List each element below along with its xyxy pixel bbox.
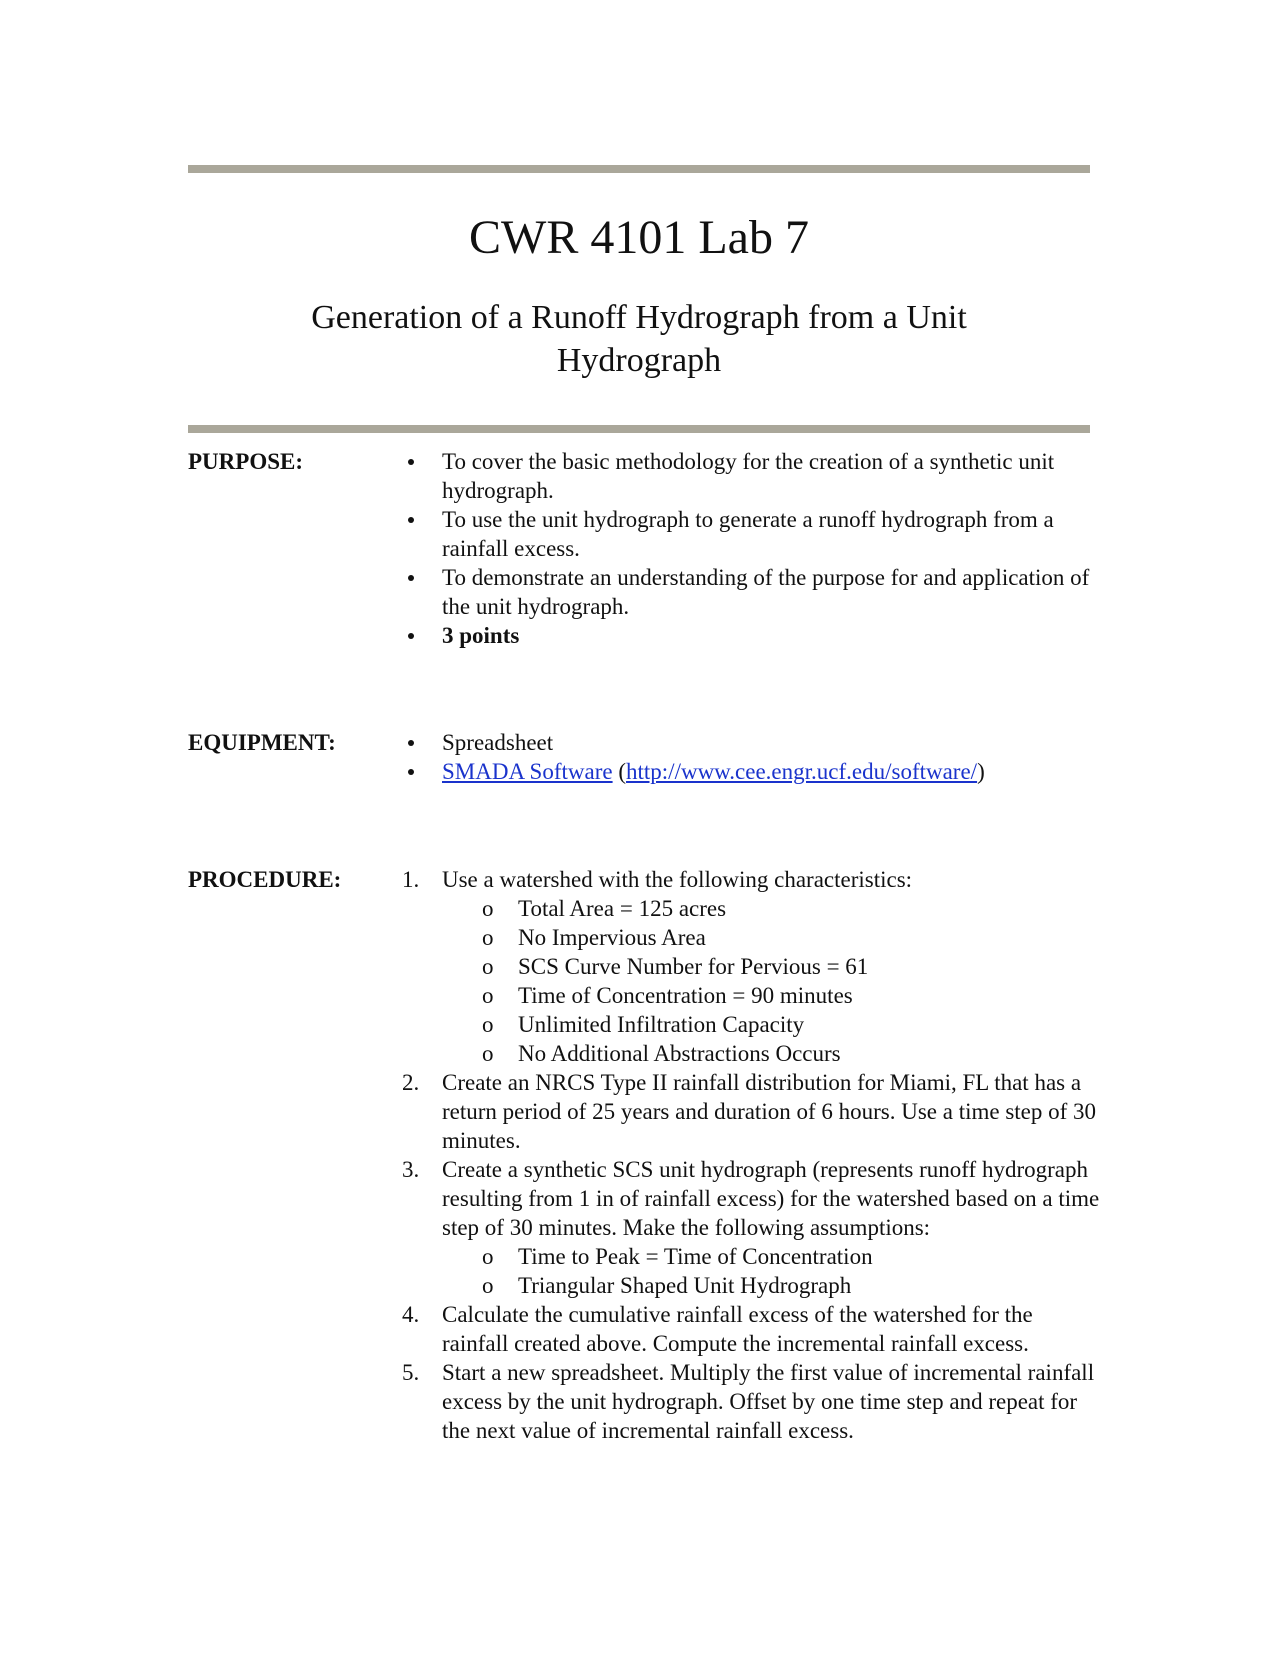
software-url-link[interactable]: http://www.cee.engr.ucf.edu/software/: [626, 759, 978, 784]
procedure-label: PROCEDURE:: [188, 867, 342, 892]
list-item: Spreadsheet: [400, 728, 1100, 757]
circle-bullet-icon: o: [482, 1012, 494, 1037]
sub-item: o No Additional Abstractions Occurs: [482, 1041, 841, 1066]
sub-item: o SCS Curve Number for Pervious = 61: [482, 954, 869, 979]
circle-bullet-icon: o: [482, 954, 494, 979]
bullet-icon: [408, 769, 414, 775]
circle-bullet-icon: o: [482, 896, 494, 921]
circle-bullet-icon: o: [482, 1041, 494, 1066]
sub-list: [442, 894, 1100, 1068]
list-item: To use the unit hydrograph to generate a runoff hydrograph from a rainfall excess.: [400, 505, 1100, 563]
page-subtitle: [188, 296, 1090, 382]
list-item: SMADA Software (http://www.cee.engr.ucf.edu/software/): [400, 757, 1100, 786]
circle-bullet-icon: o: [482, 1244, 494, 1269]
sub-item: o Total Area = 125 acres: [482, 896, 727, 921]
sub-item: o Time of Concentration = 90 minutes: [482, 983, 853, 1008]
procedure-step: 5. Start a new spreadsheet. Multiply the first value of incremental rainfall excess by the unit hydrograph. Offset by one time step and repeat for the next value of incremental rainfall excess.: [402, 1360, 1095, 1443]
sub-item: o Triangular Shaped Unit Hydrograph: [482, 1273, 852, 1298]
list-item: To cover the basic methodology for the creation of a synthetic unit hydrograph.: [400, 447, 1100, 505]
step-number: 2.: [402, 1070, 420, 1095]
procedure-step: 1. Use a watershed with the following characteristics: o Total Area = 125 acres o No Impervious Area o SCS Curve Number for Pervious = 61 o Time of Concentration = 90 minutes o Unlimited Infiltration Capacity o No Additional Abstractions Occurs: [400, 865, 1100, 1068]
bullet-icon: [408, 633, 414, 639]
circle-bullet-icon: o: [482, 983, 494, 1008]
sub-item: o No Impervious Area: [482, 925, 706, 950]
purpose-list: [400, 447, 1100, 650]
step-number: 4.: [402, 1302, 420, 1327]
sub-item: o Unlimited Infiltration Capacity: [482, 1012, 805, 1037]
procedure-step: 3. Create a synthetic SCS unit hydrograph (represents runoff hydrograph resulting from 1 in of rainfall excess) for the watershed based on a time step of 30 minutes. Make the following assumptions: o Time to Peak = Time of Concentration o Triangular Shaped Unit Hydrograph: [402, 1157, 1100, 1298]
purpose-label: PURPOSE:: [188, 449, 303, 474]
top-divider: [188, 165, 1090, 173]
procedure-step: 2. Create an NRCS Type II rainfall distribution for Miami, FL that has a return period of 25 years and duration of 6 hours. Use a time step of 30 minutes.: [402, 1070, 1097, 1153]
list-item: To demonstrate an understanding of the purpose for and application of the unit hydrograph.: [400, 563, 1100, 621]
bullet-icon: [408, 575, 414, 581]
sub-list: [442, 1242, 1100, 1300]
subtitle-line-2: Hydrograph: [556, 342, 722, 379]
bottom-divider: [188, 425, 1090, 433]
equipment-label: EQUIPMENT:: [188, 730, 336, 755]
circle-bullet-icon: o: [482, 925, 494, 950]
bullet-icon: [408, 459, 414, 465]
step-number: 5.: [402, 1360, 420, 1385]
equipment-list: [400, 728, 1100, 786]
points-value: 3 points: [442, 623, 520, 648]
procedure-list: [400, 865, 1100, 1445]
subtitle-line-1: Generation of a Runoff Hydrograph from a Unit: [311, 299, 967, 336]
bullet-icon: [408, 740, 414, 746]
step-number: 1.: [402, 867, 420, 892]
bullet-icon: [408, 517, 414, 523]
circle-bullet-icon: o: [482, 1273, 494, 1298]
sub-item: o Time to Peak = Time of Concentration: [482, 1244, 873, 1269]
list-item: [400, 621, 1100, 650]
step-number: 3.: [402, 1157, 420, 1182]
page-title: CWR 4101 Lab 7: [469, 211, 809, 264]
procedure-step: 4. Calculate the cumulative rainfall excess of the watershed for the rainfall created above. Compute the incremental rainfall excess.: [402, 1302, 1033, 1356]
smada-software-link[interactable]: SMADA Software: [442, 759, 613, 784]
